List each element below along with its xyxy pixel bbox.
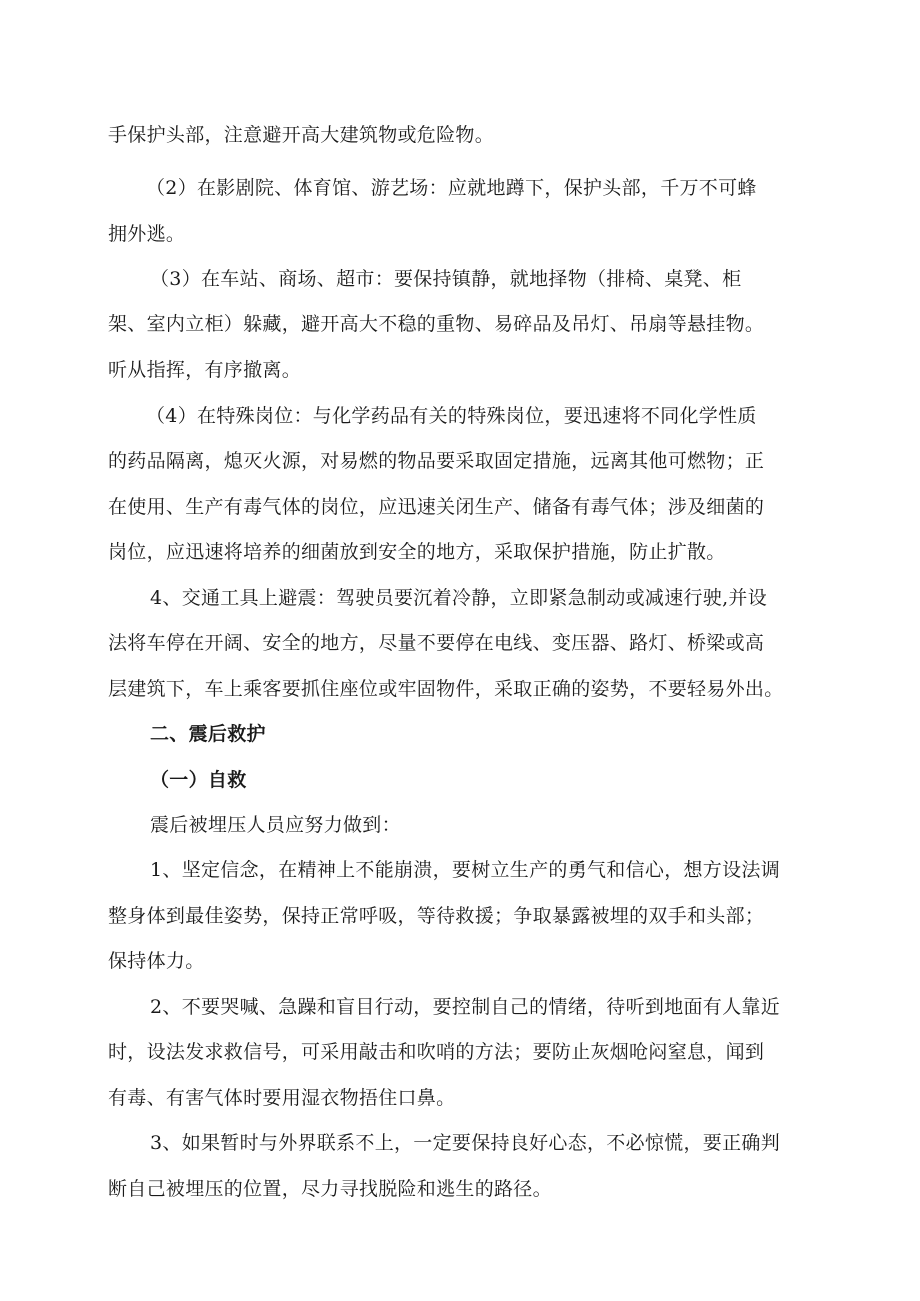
- text-line: 法将车停在开阔、安全的地方，尽量不要停在电线、变压器、路灯、桥梁或高: [108, 632, 765, 654]
- text-line: 架、室内立柜）躲藏，避开高大不稳的重物、易碎品及吊灯、吊扇等悬挂物。: [108, 313, 765, 335]
- subsection-heading: （一）自救: [150, 769, 247, 791]
- section-heading: 二、震后救护: [150, 723, 266, 745]
- text-line: 在使用、生产有毒气体的岗位，应迅速关闭生产、储备有毒气体；涉及细菌的: [108, 496, 765, 518]
- text-line: （3）在车站、商场、超市：要保持镇静，就地择物（排椅、桌凳、柜: [150, 268, 742, 290]
- text-line: 整身体到最佳姿势，保持正常呼吸，等待救援；争取暴露被埋的双手和头部；: [108, 905, 765, 927]
- text-line: 的药品隔离，熄灭火源，对易燃的物品要采取固定措施，远离其他可燃物；正: [108, 450, 765, 472]
- text-line: 3、如果暂时与外界联系不上，一定要保持良好心态，不必惊慌，要正确判: [150, 1132, 780, 1154]
- text-line: 有毒、有害气体时要用湿衣物捂住口鼻。: [108, 1087, 456, 1109]
- text-line: 4、交通工具上避震：驾驶员要沉着冷静，立即紧急制动或减速行驶,并设: [150, 587, 768, 609]
- text-line: 层建筑下，车上乘客要抓住座位或牢固物件，采取正确的姿势，不要轻易外出。: [108, 678, 784, 700]
- text-line: 2、不要哭喊、急躁和盲目行动，要控制自己的情绪，待听到地面有人靠近: [150, 996, 780, 1018]
- text-line: 时，设法发求救信号，可采用敲击和吹哨的方法；要防止灰烟呛闷窒息，闻到: [108, 1041, 765, 1063]
- text-line: 岗位，应迅速将培养的细菌放到安全的地方，采取保护措施，防止扩散。: [108, 541, 726, 563]
- text-line: （2）在影剧院、体育馆、游艺场：应就地蹲下，保护头部，千万不可蜂: [146, 177, 757, 199]
- text-line: 手保护头部，注意避开高大建筑物或危险物。: [108, 124, 495, 146]
- text-line: 保持体力。: [108, 950, 205, 972]
- text-line: 震后被埋压人员应努力做到：: [150, 814, 401, 836]
- text-line: （4）在特殊岗位：与化学药品有关的特殊岗位，要迅速将不同化学性质: [146, 405, 757, 427]
- text-line: 拥外逃。: [108, 223, 186, 245]
- text-line: 断自己被埋压的位置，尽力寻找脱险和逃生的路径。: [108, 1178, 552, 1200]
- text-line: 1、坚定信念，在精神上不能崩溃，要树立生产的勇气和信心，想方设法调: [150, 859, 780, 881]
- text-line: 听从指挥，有序撤离。: [108, 359, 302, 381]
